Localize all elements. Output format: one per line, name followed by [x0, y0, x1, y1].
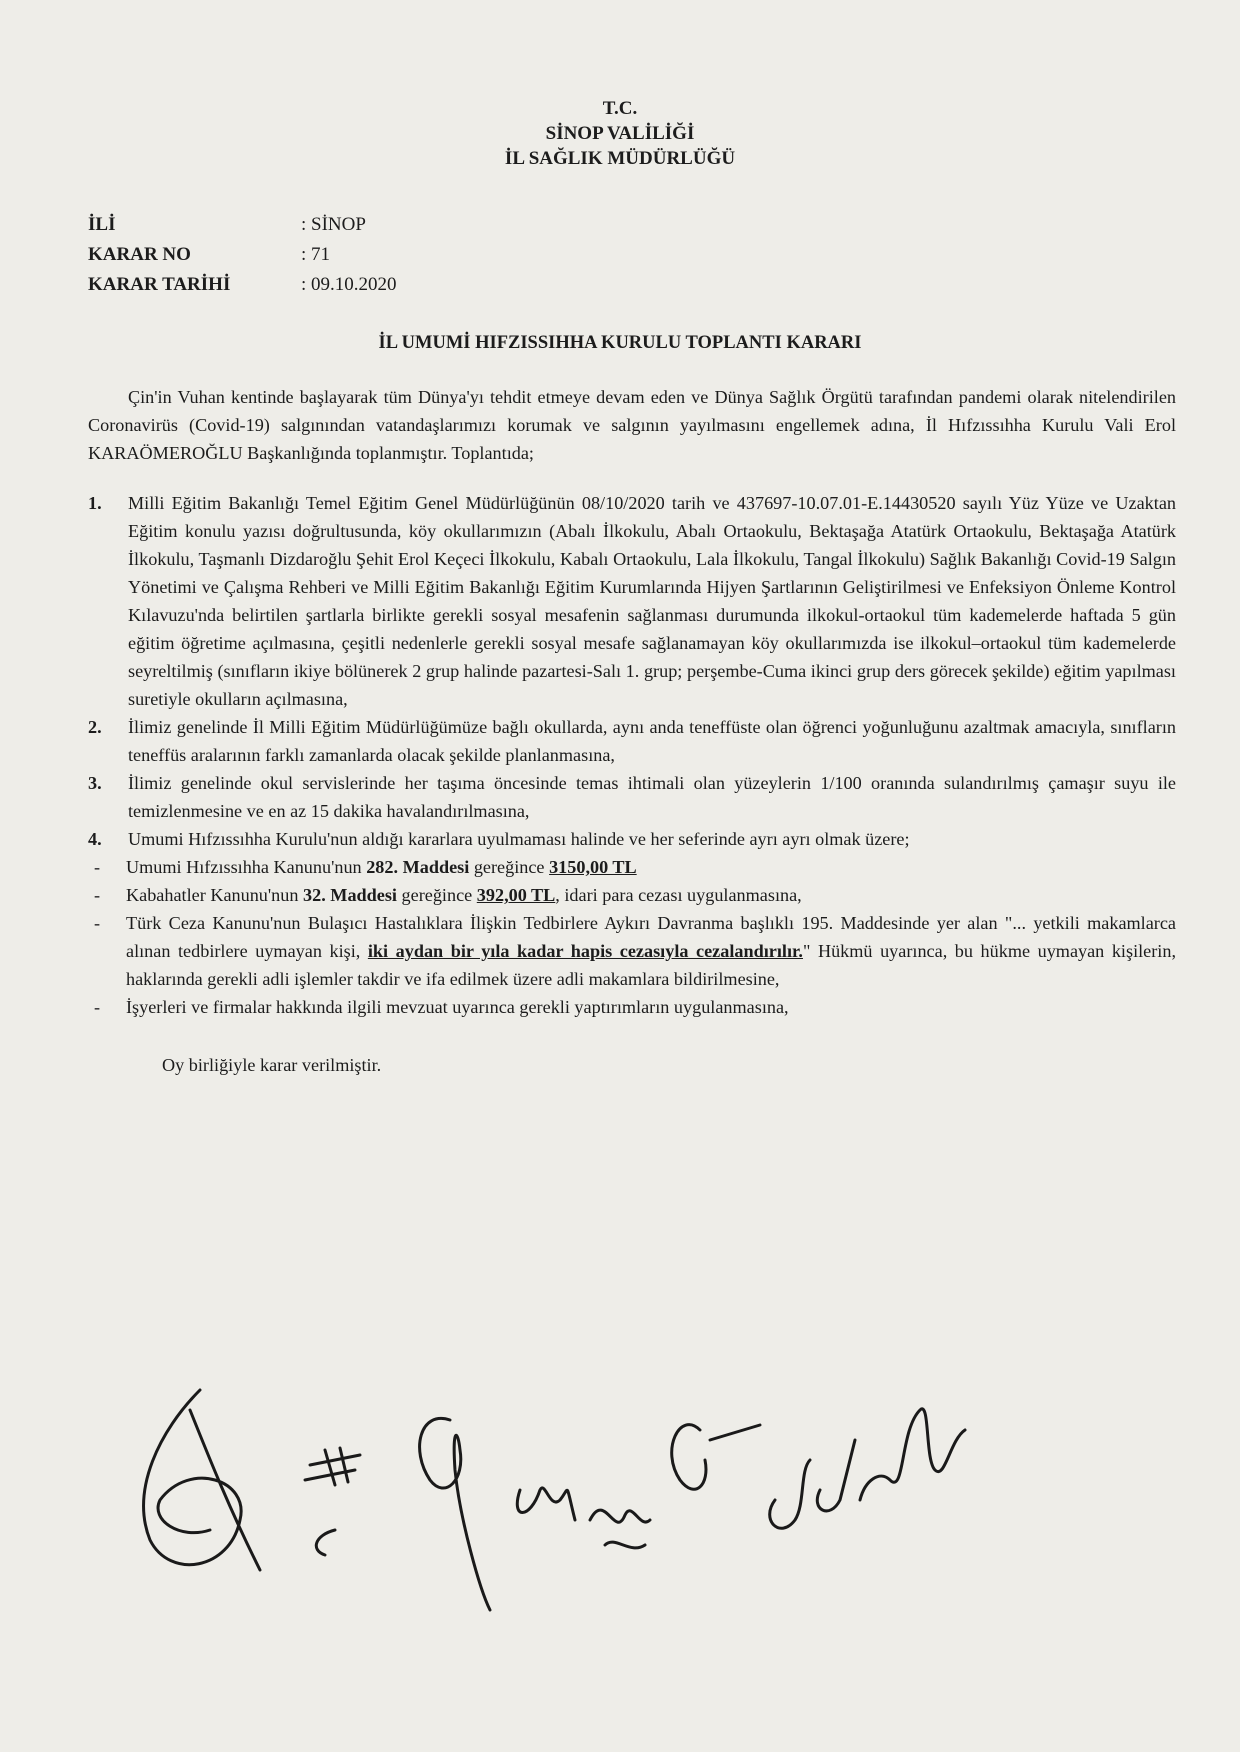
- signature-1: [144, 1390, 260, 1570]
- signature-4: [590, 1510, 650, 1548]
- header-line-tc: T.C.: [602, 98, 638, 119]
- signatures: [120, 1370, 1160, 1620]
- list-item: [88, 825, 1176, 853]
- item-number: 1.: [88, 493, 102, 513]
- sub-item-dash: -: [94, 857, 101, 877]
- text-run: Umumi Hıfzıssıhha Kanunu'nun: [126, 857, 367, 877]
- header-line-valilik: SİNOP VALİLİĞİ: [545, 123, 695, 144]
- text-run: gereğince: [469, 857, 550, 877]
- item-text: Milli Eğitim Bakanlığı Temel Eğitim Genel Müdürlüğünün 08/10/2020 tarih ve 437697-10.07.01-E.14430520 sayılı Yüz Yüze ve Uzaktan Eğitim konulu yazısı doğrultusunda, köy okullarımızın (Abalı İlkokulu, Abalı Ortaokulu, Bektaşağa Atatürk Ortaokulu, Bektaşağa Atatürk İlkokulu, Taşmanlı Dizdaroğlu Şehit Erol Keçeci İlkokulu, Kabalı Ortaokulu, Lala İlkokulu, Tangal İlkokulu) Sağlık Bakanlığı Covid-19 Salgın Yönetimi ve Çalışma Rehberi ve Milli Eğitim Bakanlığı Eğitim Kurumlarında Hijyen Şartlarının Geliştirilmesi ve Enfeksiyon Önleme Kontrol Kılavuzu'nda belirtilen şartlarla birlikte gerekli sosyal mesafenin sağlanması durumunda ilkokul-ortaokul tüm kademelerde haftada 5 gün eğitim öğretime açılmasına, çeşitli nedenlerle gerekli sosyal mesafe sağlanamayan köy okullarımızda ise ilkokul–ortaokul tüm kademelerde seyreltilmiş (sınıfların ikiye bölünerek 2 grup halinde pazartesi-Salı 1. grup; perşembe-Cuma ikinci grup ders görecek şekilde) eğitim yapılması suretiyle okulların açılmasına,: [128, 493, 1176, 709]
- decision-meta: [88, 210, 397, 300]
- sub-item: [88, 909, 1176, 993]
- document-title: İL UMUMİ HIFZISSIHHA KURULU TOPLANTI KARARI: [378, 333, 862, 353]
- signature-3: [420, 1418, 575, 1610]
- penalty-clause: iki aydan bir yıla kadar hapis cezasıyla cezalandırılır.: [367, 941, 803, 961]
- sub-item: [88, 993, 1176, 1021]
- list-item: [88, 769, 1176, 825]
- item-text: Umumi Hıfzıssıhha Kurulu'nun aldığı kararlara uyulmaması halinde ve her seferinde ayrı ayrı olmak üzere;: [128, 829, 910, 849]
- item-number: 4.: [88, 829, 102, 849]
- item-text: İlimiz genelinde okul servislerinde her taşıma öncesinde temas ihtimali olan yüzeylerin 1/100 oranında sulandırılmış çamaşır suyu ile temizlenmesine ve en az 15 dakika havalandırılmasına,: [128, 773, 1176, 821]
- fine-amount: 392,00 TL: [476, 885, 556, 905]
- law-article: 282. Maddesi: [366, 857, 470, 877]
- sub-item-dash: -: [94, 885, 101, 905]
- document-body: [88, 383, 1176, 1079]
- sub-item-text: [126, 853, 1176, 881]
- meta-value: : SİNOP: [301, 214, 366, 235]
- meta-value: : 71: [301, 244, 331, 265]
- handwritten-signatures: [120, 1370, 1160, 1620]
- signature-5: [672, 1409, 965, 1528]
- sub-item: [88, 853, 1176, 881]
- meta-label: KARAR NO: [88, 244, 191, 265]
- list-item: [88, 489, 1176, 713]
- sub-item-dash: -: [94, 913, 101, 933]
- meta-row-karar-no: [88, 240, 397, 270]
- text-run: , idari para cezası uygulanmasına,: [555, 885, 802, 905]
- meta-row-karar-tarihi: [88, 270, 397, 300]
- text-run: gereğince: [397, 885, 477, 905]
- fine-amount: 3150,00 TL: [549, 857, 637, 877]
- sub-item-dash: -: [94, 997, 101, 1017]
- header-line-mudurluk: İL SAĞLIK MÜDÜRLÜĞÜ: [504, 148, 736, 169]
- decision-list: [88, 489, 1176, 853]
- text-run: Türk Ceza Kanunu'nun Bulaşıcı Hastalıklara İlişkin Tedbirlere Aykırı Davranma başlıklı 195. Maddesinde yer alan "... yetkili makamlarca alınan tedbirlere uymayan kişi,: [126, 913, 1176, 961]
- law-article: 32. Maddesi: [303, 885, 397, 905]
- document-header: [0, 96, 1240, 171]
- sub-item: [88, 881, 1176, 909]
- meta-label: İLİ: [88, 214, 116, 235]
- text-run: Kabahatler Kanunu'nun: [126, 885, 304, 905]
- sub-item-text: İşyerleri ve firmalar hakkında ilgili mevzuat uyarınca gerekli yaptırımların uygulanmasına,: [126, 997, 789, 1017]
- sub-item-text: [126, 909, 1176, 993]
- list-item: [88, 713, 1176, 769]
- text-run: " Hükmü uyarınca, bu hükme uymayan kişilerin, haklarında gerekli adli işlemler takdir ve ifa edilmek üzere adli makamlara bildirilmesine,: [126, 941, 1176, 989]
- meta-row-il: [88, 210, 397, 240]
- sub-item-text: [126, 881, 1176, 909]
- intro-paragraph: Çin'in Vuhan kentinde başlayarak tüm Dünya'yı tehdit etmeye devam eden ve Dünya Sağlık Örgütü tarafından pandemi olarak nitelendirilen Coronavirüs (Covid-19) salgınından vatandaşlarımızı korumak ve salgının yayılmasını engellemek adına, İl Hıfzıssıhha Kurulu Vali Erol KARAÖMEROĞLU Başkanlığında toplanmıştır. Toplantıda;: [88, 387, 1176, 463]
- item-text: İlimiz genelinde İl Milli Eğitim Müdürlüğümüze bağlı okullarda, aynı anda teneffüste olan öğrenci yoğunluğunu azaltmak amacıyla, sınıfların teneffüs aralarının farklı zamanlarda olacak şekilde planlanmasına,: [128, 717, 1176, 765]
- meta-value: : 09.10.2020: [301, 274, 397, 295]
- signature-2: [305, 1448, 360, 1555]
- closing-statement: Oy birliğiyle karar verilmiştir.: [162, 1055, 382, 1075]
- item-number: 3.: [88, 773, 102, 793]
- item-number: 2.: [88, 717, 102, 737]
- meta-label: KARAR TARİHİ: [88, 274, 231, 295]
